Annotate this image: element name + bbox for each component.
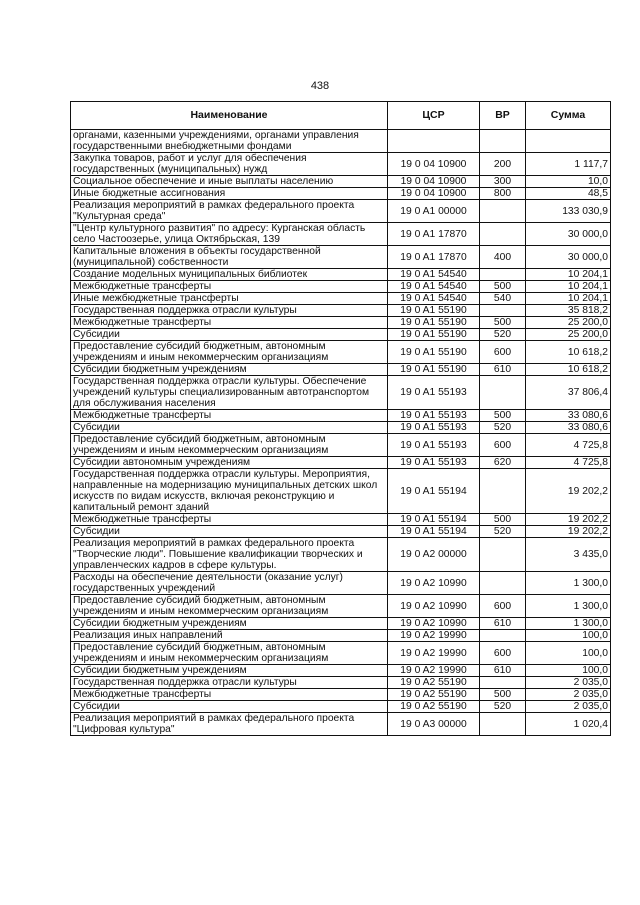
- row-name: Иные бюджетные ассигнования: [71, 188, 388, 200]
- table-row: [71, 422, 611, 434]
- budget-table: [70, 101, 611, 736]
- row-sum: 10 204,1: [526, 269, 611, 281]
- row-csr: 19 0 A2 55190: [388, 689, 480, 701]
- row-csr: 19 0 A1 55190: [388, 364, 480, 376]
- row-sum: 1 300,0: [526, 572, 611, 595]
- row-csr: 19 0 A1 55190: [388, 341, 480, 364]
- row-sum: 1 020,4: [526, 713, 611, 736]
- row-vr: 500: [480, 410, 526, 422]
- row-csr: 19 0 04 10900: [388, 153, 480, 176]
- row-sum: 33 080,6: [526, 422, 611, 434]
- row-name: Государственная поддержка отрасли культуры: [71, 305, 388, 317]
- table-row: [71, 514, 611, 526]
- row-sum: 30 000,0: [526, 246, 611, 269]
- table-row: [71, 317, 611, 329]
- row-vr: [480, 713, 526, 736]
- row-csr: 19 0 A1 17870: [388, 246, 480, 269]
- row-sum: 100,0: [526, 630, 611, 642]
- row-name: органами, казенными учреждениями, органами управления государственными внебюджетными фондами: [71, 130, 388, 153]
- header-name: Наименование: [71, 102, 388, 130]
- row-name: Субсидии: [71, 329, 388, 341]
- table-row: [71, 281, 611, 293]
- row-vr: 500: [480, 689, 526, 701]
- row-csr: 19 0 A2 55190: [388, 701, 480, 713]
- row-sum: 4 725,8: [526, 457, 611, 469]
- table-row: [71, 176, 611, 188]
- row-csr: 19 0 A1 55194: [388, 526, 480, 538]
- row-vr: [480, 630, 526, 642]
- row-vr: 500: [480, 281, 526, 293]
- row-vr: [480, 269, 526, 281]
- row-csr: 19 0 A1 55193: [388, 457, 480, 469]
- row-vr: 500: [480, 514, 526, 526]
- row-name: Предоставление субсидий бюджетным, автономным учреждениям и иным некоммерческим организациям: [71, 341, 388, 364]
- row-sum: 3 435,0: [526, 538, 611, 572]
- row-vr: 600: [480, 595, 526, 618]
- row-name: Межбюджетные трансферты: [71, 281, 388, 293]
- row-name: Закупка товаров, работ и услуг для обеспечения государственных (муниципальных) нужд: [71, 153, 388, 176]
- row-sum: 10,0: [526, 176, 611, 188]
- row-vr: [480, 469, 526, 514]
- row-vr: 600: [480, 341, 526, 364]
- table-row: [71, 642, 611, 665]
- row-vr: [480, 376, 526, 410]
- row-csr: 19 0 A2 00000: [388, 538, 480, 572]
- row-csr: 19 0 A1 55190: [388, 317, 480, 329]
- row-sum: 37 806,4: [526, 376, 611, 410]
- row-sum: 10 204,1: [526, 293, 611, 305]
- table-row: [71, 538, 611, 572]
- row-sum: 100,0: [526, 665, 611, 677]
- row-vr: 520: [480, 422, 526, 434]
- row-vr: 520: [480, 701, 526, 713]
- row-vr: 300: [480, 176, 526, 188]
- row-sum: 133 030,9: [526, 200, 611, 223]
- row-csr: 19 0 04 10900: [388, 188, 480, 200]
- row-sum: 2 035,0: [526, 677, 611, 689]
- row-csr: 19 0 A1 54540: [388, 281, 480, 293]
- row-csr: 19 0 A2 19990: [388, 630, 480, 642]
- row-name: Создание модельных муниципальных библиотек: [71, 269, 388, 281]
- row-vr: [480, 572, 526, 595]
- row-vr: 610: [480, 665, 526, 677]
- table-row: [71, 469, 611, 514]
- row-sum: 1 117,7: [526, 153, 611, 176]
- row-sum: 10 618,2: [526, 364, 611, 376]
- row-name: Предоставление субсидий бюджетным, автономным учреждениям и иным некоммерческим организациям: [71, 642, 388, 665]
- row-vr: 600: [480, 434, 526, 457]
- page-number: 438: [310, 80, 330, 92]
- row-vr: [480, 223, 526, 246]
- row-vr: 520: [480, 526, 526, 538]
- row-vr: [480, 200, 526, 223]
- row-vr: 520: [480, 329, 526, 341]
- row-name: Субсидии автономным учреждениям: [71, 457, 388, 469]
- row-sum: 4 725,8: [526, 434, 611, 457]
- table-row: [71, 618, 611, 630]
- row-csr: 19 0 A2 10990: [388, 595, 480, 618]
- row-vr: [480, 538, 526, 572]
- row-csr: 19 0 A1 55193: [388, 422, 480, 434]
- table-row: [71, 701, 611, 713]
- table-row: [71, 246, 611, 269]
- table-row: [71, 526, 611, 538]
- row-vr: 800: [480, 188, 526, 200]
- row-csr: 19 0 A1 55193: [388, 410, 480, 422]
- table-row: [71, 130, 611, 153]
- table-row: [71, 457, 611, 469]
- table-row: [71, 153, 611, 176]
- row-name: Реализация мероприятий в рамках федерального проекта "Творческие люди". Повышение квалификации творческих и управленческих кадров в сфере культуры.: [71, 538, 388, 572]
- row-vr: 610: [480, 364, 526, 376]
- row-sum: 1 300,0: [526, 618, 611, 630]
- row-vr: 500: [480, 317, 526, 329]
- row-vr: 620: [480, 457, 526, 469]
- table-row: [71, 293, 611, 305]
- row-csr: 19 0 A1 54540: [388, 293, 480, 305]
- header-csr: ЦСР: [388, 102, 480, 130]
- row-csr: 19 0 A2 19990: [388, 665, 480, 677]
- row-sum: [526, 130, 611, 153]
- row-csr: 19 0 A1 55193: [388, 434, 480, 457]
- row-name: Межбюджетные трансферты: [71, 410, 388, 422]
- row-vr: 610: [480, 618, 526, 630]
- row-name: Реализация мероприятий в рамках федерального проекта "Культурная среда": [71, 200, 388, 223]
- row-sum: 25 200,0: [526, 329, 611, 341]
- row-name: Субсидии бюджетным учреждениям: [71, 364, 388, 376]
- row-name: Иные межбюджетные трансферты: [71, 293, 388, 305]
- row-csr: [388, 130, 480, 153]
- row-name: Субсидии: [71, 701, 388, 713]
- row-csr: 19 0 A1 17870: [388, 223, 480, 246]
- header-sum: Сумма: [526, 102, 611, 130]
- table-row: [71, 200, 611, 223]
- row-vr: [480, 130, 526, 153]
- row-csr: 19 0 A2 10990: [388, 618, 480, 630]
- row-sum: 33 080,6: [526, 410, 611, 422]
- table-row: [71, 305, 611, 317]
- row-sum: 2 035,0: [526, 701, 611, 713]
- row-name: Расходы на обеспечение деятельности (оказание услуг) государственных учреждений: [71, 572, 388, 595]
- row-name: Реализация иных направлений: [71, 630, 388, 642]
- row-name: Предоставление субсидий бюджетным, автономным учреждениям и иным некоммерческим организациям: [71, 595, 388, 618]
- row-csr: 19 0 A1 55194: [388, 514, 480, 526]
- row-csr: 19 0 A1 55193: [388, 376, 480, 410]
- row-name: Капитальные вложения в объекты государственной (муниципальной) собственности: [71, 246, 388, 269]
- row-sum: 10 618,2: [526, 341, 611, 364]
- table-row: [71, 713, 611, 736]
- table-row: [71, 376, 611, 410]
- row-sum: 35 818,2: [526, 305, 611, 317]
- table-row: [71, 223, 611, 246]
- row-name: Субсидии бюджетным учреждениям: [71, 665, 388, 677]
- table-header-row: [71, 102, 611, 130]
- row-name: Государственная поддержка отрасли культуры. Мероприятия, направленные на модернизацию муниципальных детских школ искусств по видам искусств, включая реконструкцию и капитальный ремонт зданий: [71, 469, 388, 514]
- row-csr: 19 0 A2 55190: [388, 677, 480, 689]
- row-csr: 19 0 A2 19990: [388, 642, 480, 665]
- row-sum: 48,5: [526, 188, 611, 200]
- row-sum: 2 035,0: [526, 689, 611, 701]
- row-name: Государственная поддержка отрасли культуры: [71, 677, 388, 689]
- table-row: [71, 364, 611, 376]
- row-vr: 540: [480, 293, 526, 305]
- row-name: Межбюджетные трансферты: [71, 689, 388, 701]
- table-row: [71, 689, 611, 701]
- row-vr: 600: [480, 642, 526, 665]
- row-csr: 19 0 A1 55194: [388, 469, 480, 514]
- row-name: Субсидии бюджетным учреждениям: [71, 618, 388, 630]
- row-name: "Центр культурного развития" по адресу: Курганская область село Частоозерье, улица Октябрьская, 139: [71, 223, 388, 246]
- row-vr: [480, 677, 526, 689]
- row-name: Межбюджетные трансферты: [71, 514, 388, 526]
- row-vr: [480, 305, 526, 317]
- row-sum: 25 200,0: [526, 317, 611, 329]
- row-sum: 30 000,0: [526, 223, 611, 246]
- row-sum: 100,0: [526, 642, 611, 665]
- row-name: Субсидии: [71, 526, 388, 538]
- row-csr: 19 0 A1 55190: [388, 329, 480, 341]
- row-sum: 19 202,2: [526, 514, 611, 526]
- table-row: [71, 572, 611, 595]
- table-row: [71, 434, 611, 457]
- table-row: [71, 269, 611, 281]
- row-name: Субсидии: [71, 422, 388, 434]
- table-row: [71, 595, 611, 618]
- row-csr: 19 0 A2 10990: [388, 572, 480, 595]
- row-name: Межбюджетные трансферты: [71, 317, 388, 329]
- row-name: Реализация мероприятий в рамках федерального проекта "Цифровая культура": [71, 713, 388, 736]
- row-csr: 19 0 A1 54540: [388, 269, 480, 281]
- table-row: [71, 410, 611, 422]
- table-row: [71, 341, 611, 364]
- table-row: [71, 665, 611, 677]
- row-csr: 19 0 A1 00000: [388, 200, 480, 223]
- row-sum: 19 202,2: [526, 526, 611, 538]
- row-name: Социальное обеспечение и иные выплаты населению: [71, 176, 388, 188]
- row-csr: 19 0 A1 55190: [388, 305, 480, 317]
- row-sum: 19 202,2: [526, 469, 611, 514]
- row-csr: 19 0 A3 00000: [388, 713, 480, 736]
- header-vr: ВР: [480, 102, 526, 130]
- row-name: Предоставление субсидий бюджетным, автономным учреждениям и иным некоммерческим организациям: [71, 434, 388, 457]
- row-vr: 400: [480, 246, 526, 269]
- row-sum: 10 204,1: [526, 281, 611, 293]
- row-vr: 200: [480, 153, 526, 176]
- table-row: [71, 630, 611, 642]
- row-name: Государственная поддержка отрасли культуры. Обеспечение учреждений культуры специализированным автотранспортом для обслуживания населения: [71, 376, 388, 410]
- table-row: [71, 188, 611, 200]
- row-csr: 19 0 04 10900: [388, 176, 480, 188]
- table-row: [71, 329, 611, 341]
- row-sum: 1 300,0: [526, 595, 611, 618]
- table-row: [71, 677, 611, 689]
- table-body: [71, 130, 611, 736]
